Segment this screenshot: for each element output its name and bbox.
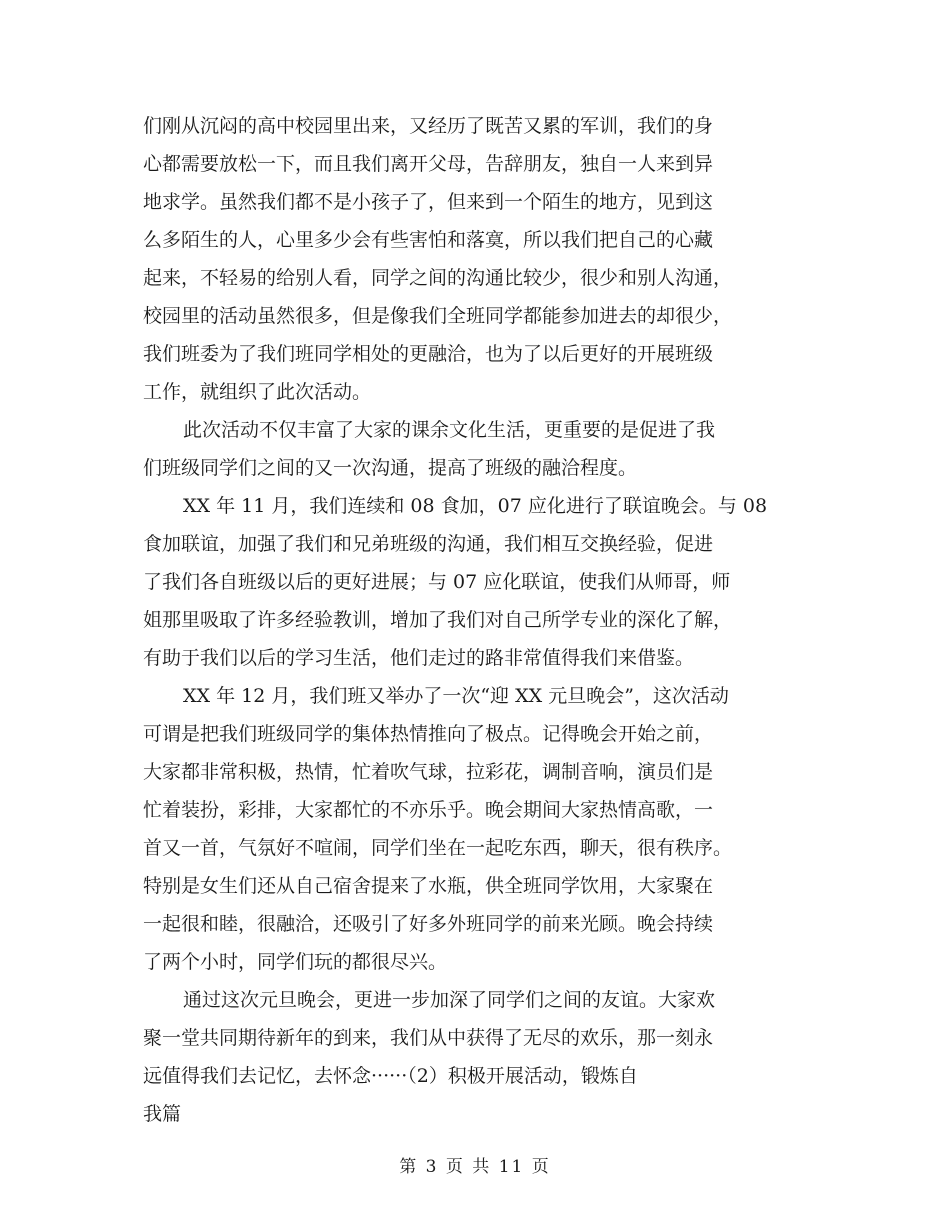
text-line: XX 年 12 月，我们班又举办了一次“迎 XX 元旦晚会”，这次活动 [183,685,729,707]
text-line: 通过这次元旦晚会，更进一步加深了同学们之间的友谊。大家欢 [183,989,716,1011]
text-line: 起来，不轻易的给别人看，同学之间的沟通比较少，很少和别人沟通， [143,267,733,289]
text-line: 们班级同学们之间的又一次沟通，提高了班级的融洽程度。 [143,457,638,479]
text-line: 远值得我们去记忆，去怀念······（2）积极开展活动，锻炼自 [143,1065,638,1087]
text-line: 大家都非常积极，热情，忙着吹气球，拉彩花，调制音响，演员们是 [143,761,714,783]
text-line: 聚一堂共同期待新年的到来，我们从中获得了无尽的欢乐，那一刻永 [143,1027,714,1049]
text-line: 特别是女生们还从自己宿舍提来了水瓶，供全班同学饮用，大家聚在 [143,875,714,897]
text-line: 地求学。虽然我们都不是小孩子了，但来到一个陌生的地方，见到这 [143,191,714,213]
text-line: 我篇 [143,1103,182,1125]
text-line: 有助于我们以后的学习生活，他们走过的路非常值得我们来借鉴。 [143,647,695,669]
text-line: XX 年 11 月，我们连续和 08 食加，07 应化进行了联谊晚会。与 08 [183,495,768,517]
text-line: 工作，就组织了此次活动。 [143,381,372,403]
text-line: 此次活动不仅丰富了大家的课余文化生活，更重要的是促进了我 [183,419,716,441]
text-line: 了两个小时，同学们玩的都很尽兴。 [143,951,448,973]
text-line: 么多陌生的人，心里多少会有些害怕和落寞，所以我们把自己的心藏 [143,229,714,251]
page-number-footer: 第 3 页 共 11 页 [399,1157,551,1177]
text-line: 校园里的活动虽然很多，但是像我们全班同学都能参加进去的却很少， [143,305,733,327]
text-line: 了我们各自班级以后的更好进展；与 07 应化联谊，使我们从师哥，师 [143,571,731,593]
text-line: 姐那里吸取了许多经验教训，增加了我们对自己所学专业的深化了解， [143,609,733,631]
text-line: 一起很和睦，很融洽，还吸引了好多外班同学的前来光顾。晚会持续 [143,913,714,935]
text-line: 忙着装扮，彩排，大家都忙的不亦乐乎。晚会期间大家热情高歌，一 [143,799,714,821]
text-line: 心都需要放松一下，而且我们离开父母，告辞朋友，独自一人来到异 [143,153,714,175]
text-line: 我们班委为了我们班同学相处的更融洽，也为了以后更好的开展班级 [143,343,714,365]
text-line: 们刚从沉闷的高中校园里出来，又经历了既苦又累的军训，我们的身 [143,115,714,137]
text-line: 食加联谊，加强了我们和兄弟班级的沟通，我们相互交换经验，促进 [143,533,714,555]
document-body [143,107,807,1133]
text-line: 可谓是把我们班级同学的集体热情推向了极点。记得晚会开始之前， [143,723,714,745]
text-line: 首又一首，气氛好不喧闹，同学们坐在一起吃东西，聊天，很有秩序。 [143,837,733,859]
